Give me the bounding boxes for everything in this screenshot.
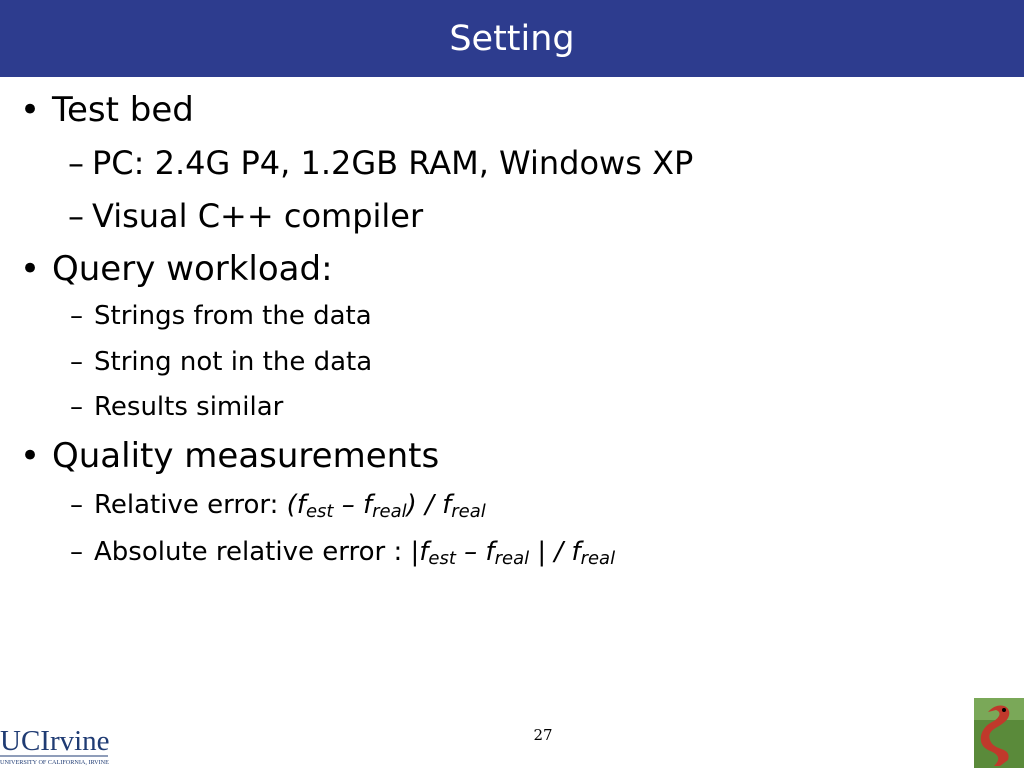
bullet-icon: • bbox=[20, 436, 41, 476]
dash-icon: – bbox=[70, 301, 83, 331]
subitem-text: Visual C++ compiler bbox=[92, 197, 424, 235]
dash-icon: – bbox=[70, 347, 83, 377]
bullet-text: Query workload: bbox=[52, 249, 333, 289]
subitem-compiler bbox=[68, 196, 423, 236]
subitem-relative-error bbox=[70, 488, 486, 522]
subitem-text: Strings from the data bbox=[94, 301, 372, 331]
dash-icon: – bbox=[68, 197, 84, 235]
slide-title: Setting bbox=[449, 19, 575, 59]
uci-logo-subtext: UNIVERSITY OF CALIFORNIA, IRVINE bbox=[0, 759, 109, 766]
subitem-strings-from-data bbox=[70, 299, 372, 333]
subitem-text: Results similar bbox=[94, 392, 284, 422]
dash-icon: – bbox=[70, 490, 83, 520]
subitem-string-not-in-data bbox=[70, 345, 372, 379]
subitem-absolute-relative-error bbox=[70, 535, 615, 569]
subitem-text: PC: 2.4G P4, 1.2GB RAM, Windows XP bbox=[92, 144, 694, 182]
bullet-icon: • bbox=[20, 249, 41, 289]
absolute-error-label: Absolute relative error : | bbox=[94, 537, 420, 567]
absolute-error-formula: $f_{est} - f_{real}$ | / $f_{real}$ bbox=[419, 537, 616, 569]
relative-error-formula: $(f_{est} - f_{real}) / f_{real}$ bbox=[286, 490, 486, 522]
bullet-text: Test bed bbox=[52, 90, 194, 130]
dash-icon: – bbox=[70, 392, 83, 422]
subitem-results-similar bbox=[70, 390, 283, 424]
uci-logo-text: UCIrvine bbox=[0, 725, 110, 757]
bullet-text: Quality measurements bbox=[52, 436, 440, 476]
relative-error-label: Relative error: bbox=[94, 490, 287, 520]
dash-icon: – bbox=[70, 537, 83, 567]
subitem-text: String not in the data bbox=[94, 347, 373, 377]
uci-logo bbox=[0, 722, 112, 766]
bullet-icon: • bbox=[20, 90, 41, 130]
dash-icon: – bbox=[68, 144, 84, 182]
anteater-logo bbox=[974, 698, 1024, 768]
page-number: 27 bbox=[533, 726, 553, 744]
subitem-pc bbox=[68, 143, 693, 183]
